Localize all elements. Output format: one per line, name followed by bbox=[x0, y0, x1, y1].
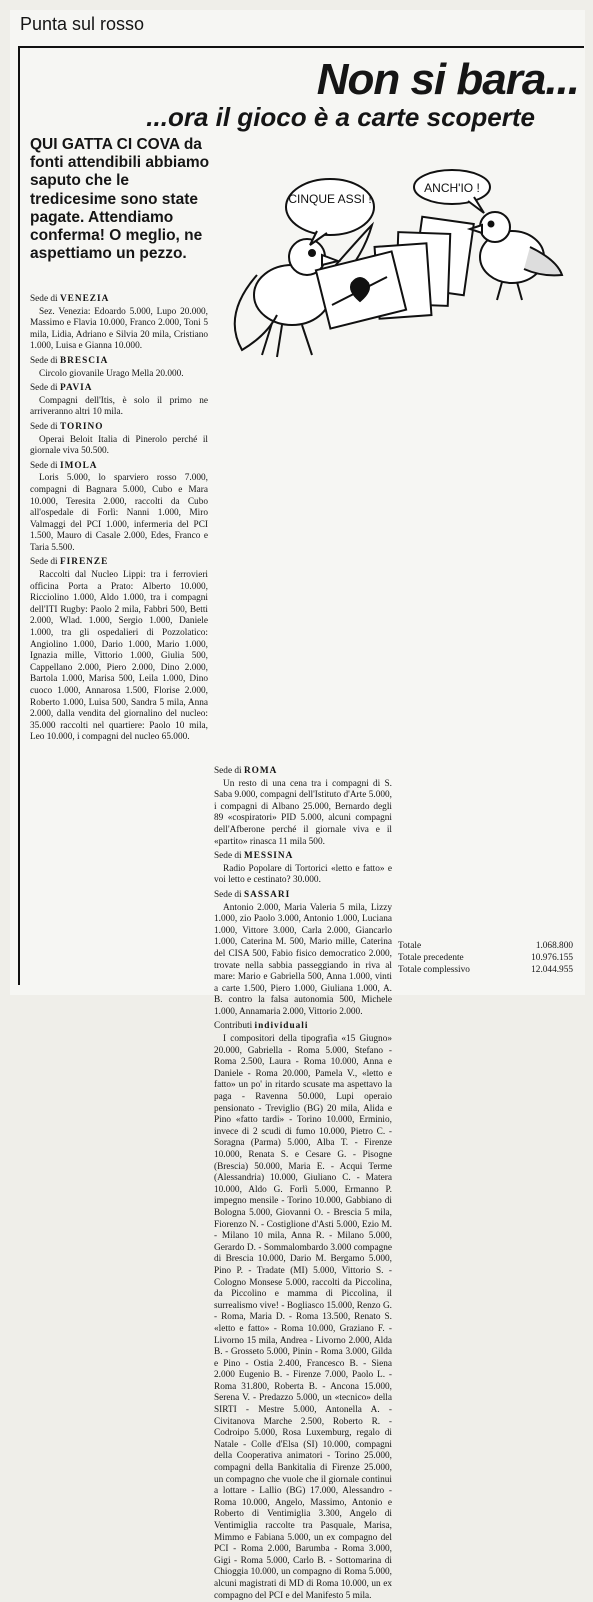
totals-value: 12.044.955 bbox=[531, 965, 573, 975]
section-text: Sez. Venezia: Edoardo 5.000, Lupo 20.000, Massimo e Flavia 10.000, Franco 2.000, Toni 5 mila, Lidia, Adriano e Silvia 20 mila, Cristiano 1.000, Luisa e Gianna 10.000. bbox=[30, 306, 208, 352]
section-text: Operai Beloit Italia di Pinerolo perché il giornale viva 50.500. bbox=[30, 434, 208, 457]
section-heading bbox=[30, 383, 208, 395]
cartoon-illustration bbox=[212, 165, 582, 365]
section-text: I compositori della tipografia «15 Giugno» 20.000, Gabriella - Roma 5.000, Stefano - Roma 2.500, Laura - Roma 10.000, Anna e Daniele - Roma 20.000, Pamela V., «letto e fatto» un po' in ritardo scusate ma aspettavo la paga - Ravenna 50.000, Lupi operaio pensionato - Treviglio (BG) 20 mila, Alida e Pino «fatto tardi» - Torino 10.000, Erminio, invece di 2 scudi di fumo 10.000, Pietro C. - Soragna (Parma) 5.000, Alba T. - Firenze 10.000, Renata S. e Cesare G. - Pisogne (Brescia) 50.000, Maria E. - Acqui Terme (Alessandria) 10.000, Giuliano C. - Matera 10.000, Aldo G. Forlì 5.000, Ermanno P. impegno mensile - Torino 10.000, Gabbiano di Bologna 5.000, Giovanni O. - Brescia 5 mila, Fiorenzo N. - Costiglione d'Asti 5.000, Ezio M. - Milano 10 mila, Anna R. - Milano 5.000, Gerardo D. - Sommalombardo 3.000 compagne di Brescia 10.000, Dario M. Bergamo 5.000, Pino P. - Tradate (MI) 5.000, Vittorio S. - Cologno Monsese 5.000, raccolti da Piccolina, da Piccolino e mamma di Piccolina, il surrealismo vive! - Bogliasco 15.000, Renzo G. - Roma, Maria D. - Roma 13.500, Renato S. «letto e fatto» - Roma 10.000, Graziano F. - Livorno 15 mila, Andrea - Livorno 2.000, Alda B. - Grosseto 5.000, Pinin - Roma 3.000, Gilda e Pino - Ostia 2.400, Francesco B. - Siena 2.000 Eugenio B. - Firenze 7.000, Paolo L. - Roma 31.800, Roberta B. - Ancona 15.000, Serena V. - Predazzo 5.000, un «tecnico» della SIRTI - Mestre 5.000, Antonella A. - Civitanova Marche 2.500, Roberto R. - Codroipo 5.000, Rosa Luxemburg, regalo di Natale - Colle d'Elsa (SI) 10.000, compagni della Cooperativa animatori - Torino 25.000, compagni della Bankitalia di Firenze 25.000, un compagno che vuole che il giornale continui a lottare - Lallio (BG) 17.000, Alessandro - Roma 10.000, Angelo, Massimo, Antonio e Roberto di Ventimiglia 3.300, Angelo di Ventimiglia raccolte tra Pasquale, Marisa, Mimmo e Fabiana 5.000, un ex compagno del PCI - Roma 2.000, Barumba - Roma 3.000, Gigi - Roma 5.000, Carlo B. - Sottomarina di Chioggia 10.000, un compagno di Roma 5.000, alcuni magistrati di MD di Roma 10.000, un ex compagno del PCI e del Manifesto 5 mila. bbox=[214, 1034, 392, 1601]
section-city: BRESCIA bbox=[59, 355, 109, 366]
left-speech-balloon bbox=[286, 179, 374, 245]
section-city: individuali bbox=[254, 1021, 309, 1032]
section-heading bbox=[30, 461, 208, 473]
section-city: VENEZIA bbox=[59, 294, 110, 304]
section-heading-lead: Sede di bbox=[30, 460, 60, 471]
right-balloon-text: ANCH'IO ! bbox=[424, 181, 480, 195]
section-city: MESSINA bbox=[243, 851, 294, 862]
section-heading-lead: Sede di bbox=[30, 355, 60, 366]
totals-value: 1.068.800 bbox=[535, 941, 573, 951]
section-city: FIRENZE bbox=[59, 557, 109, 568]
section-city: SASSARI bbox=[243, 889, 291, 900]
totals-row bbox=[398, 964, 573, 976]
section-text: Compagni dell'Itis, è solo il primo ne arriveranno altri 10 mila. bbox=[30, 395, 208, 418]
totals-value: 10.976.155 bbox=[531, 953, 573, 963]
totals-table bbox=[398, 940, 573, 976]
subheadline: ...ora il gioco è a carte scoperte bbox=[146, 102, 535, 132]
section-text: Circolo giovanile Urago Mella 20.000. bbox=[39, 368, 184, 379]
section-city: ROMA bbox=[243, 766, 278, 776]
section-heading-lead: Sede di bbox=[30, 294, 60, 304]
section-heading bbox=[30, 356, 208, 368]
section-heading bbox=[30, 557, 208, 569]
totals-row bbox=[398, 952, 573, 964]
text-column-1 bbox=[30, 291, 208, 744]
section-text: Loris 5.000, lo sparviero rosso 7.000, compagni di Bagnara 5.000, Cubo e Mara 10.000, Teresita 2.000, raccolti da Cubo all'ospedale di Forlì: Nanni 1.000, Miro Valmaggi del PCI 1.000, infermeria del PCI 1.500, Mauro di Casale 2.000, Edes, Franco e Taria 5.500. bbox=[30, 473, 208, 553]
section-text: Un resto di una cena tra i compagni di S. Saba 9.000, compagni dell'Istituto d'Arte 5.000, i compagni di Albano 25.000, Bernardo degli 89 «cospiratori» PID 5.000, alcuni compagni dell'Afberone perché il giornale viva e il «partito» rinasca 11 mila 500. bbox=[214, 778, 392, 847]
section-city: TORINO bbox=[59, 421, 104, 432]
section-text: Antonio 2.000, Maria Valeria 5 mila, Lizzy 1.000, zio Paolo 3.000, Antonio 1.000, Luciana 1.000, Vittore 3.000, Carla 2.000, Giancarlo 1.000, Caterina M. 500, Mario mille, Caterina del CISA 500, Fabio fisico democratico 2.000, trovate nella sabbia passeggiando in riva al mare: Mario e Gabriella 500, Anna 1.000, vinti a carte 1.500, Piero 1.000, Giuliana 1.000, A. B. contro la falsa autonomia 500, Michele 1.000, Annamaria 2.000, Vittorio 2.000. bbox=[214, 902, 392, 1017]
right-bird-drawing bbox=[470, 212, 562, 300]
section-text: Raccolti dal Nucleo Lippi: tra i ferrovieri officina Porta a Prato: Alberto 10.000, Ricciolino 1.000, Aldo 1.000, tra i compagni dell'ITI Rugby: Paolo 2 mila, Fabbri 500, Betti 2.000, Wlad. 1.000, Sergio 1.000, Daniele 1.000, tra gli ospedalieri di Pozzolatico: Angiolino 1.000, Dario 1.000, Mario 1.000, Ignazia mille, Vittorio 1.000, Giulia 500, Cappellano 2.000, Piero 2.000, Dino 2.000, Bartola 1.000, Marisa 500, Leila 1.000, Dino cuoco 1.000, Annarosa 1.500, Florise 2.000, Roberto 1.000, Luisa 500, Sandra 5 mila, Anna 2.000, dalla vendita del giornalino del nucleo: 35.000 raccolti nel quartiere: Paolo 10 mila, Leo 10.000, i compagni del nucleo 65.000. bbox=[30, 570, 208, 743]
section-kicker: Punta sul rosso bbox=[20, 14, 145, 34]
section-city: PAVIA bbox=[59, 383, 93, 394]
section-heading bbox=[214, 851, 392, 863]
section-heading bbox=[214, 1021, 392, 1033]
section-heading bbox=[30, 294, 208, 306]
section-heading bbox=[214, 766, 392, 778]
section-heading-lead: Sede di bbox=[214, 766, 244, 776]
section-heading-lead: Sede di bbox=[30, 421, 60, 432]
section-city: IMOLA bbox=[59, 460, 98, 471]
lead-paragraph: QUI GATTA CI COVA da fonti attendibili abbiamo saputo che le tredicesime sono state pagate. Attendiamo conferma! O meglio, ne aspettiamo un pezzo. bbox=[30, 136, 210, 263]
totals-label: Totale precedente bbox=[398, 953, 464, 963]
totals-row bbox=[398, 940, 573, 952]
totals-label: Totale bbox=[398, 941, 422, 951]
left-balloon-text: CINQUE ASSI ! bbox=[288, 192, 372, 206]
section-heading-lead: Contributi bbox=[214, 1021, 255, 1032]
section-heading-lead: Sede di bbox=[30, 383, 60, 394]
section-heading-lead: Sede di bbox=[214, 851, 244, 862]
headline: Non si bara... bbox=[316, 55, 579, 104]
section-heading-lead: Sede di bbox=[214, 889, 244, 900]
text-column-2 bbox=[214, 763, 392, 1602]
section-heading bbox=[214, 890, 392, 902]
totals-label: Totale complessivo bbox=[398, 965, 470, 975]
section-heading bbox=[30, 422, 208, 434]
section-heading-lead: Sede di bbox=[30, 557, 60, 568]
section-text: Radio Popolare di Tortorici «letto e fatto» e voi letto e cestinato? 30.000. bbox=[214, 863, 392, 886]
